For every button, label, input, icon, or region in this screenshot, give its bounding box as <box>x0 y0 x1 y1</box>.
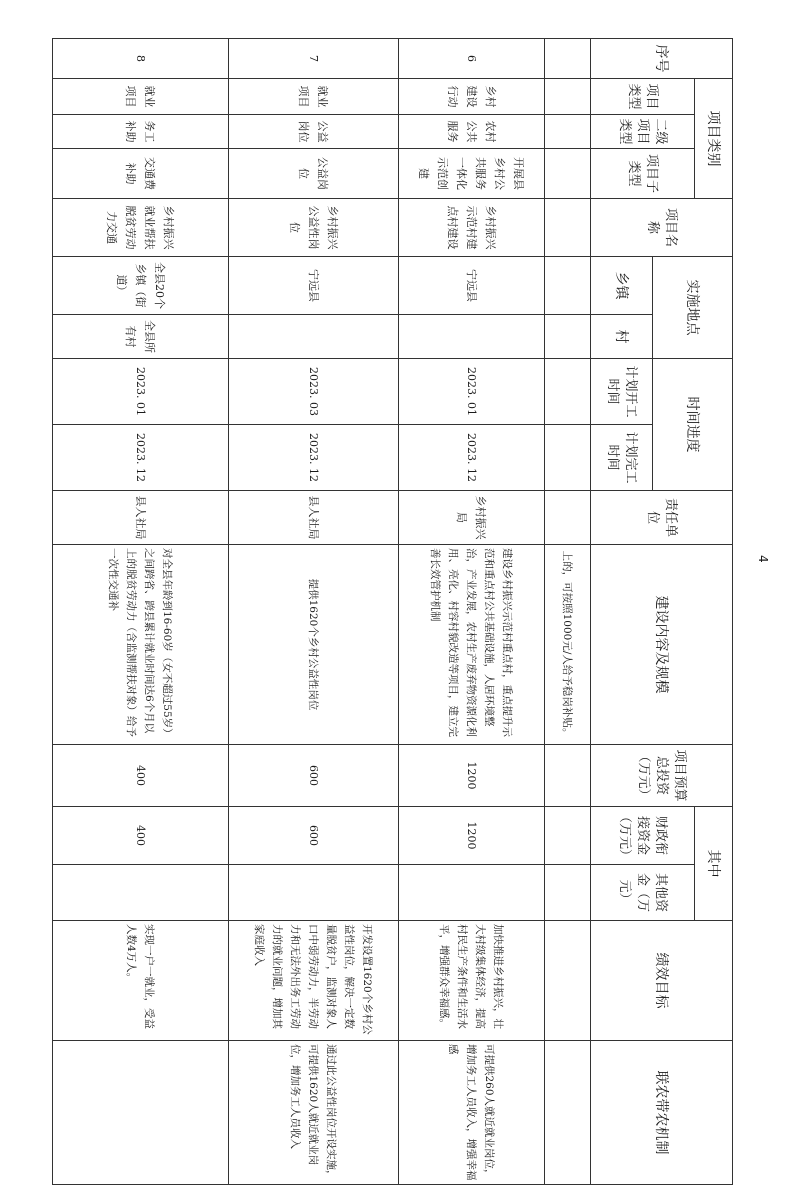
cell-budget <box>545 745 591 807</box>
cell-sub-type2: 农村公共服务 <box>399 115 545 149</box>
cell-other <box>545 865 591 921</box>
header-goal: 绩效目标 <box>591 921 733 1041</box>
cell-sub-type <box>545 149 591 199</box>
header-finish-time: 计划完工时间 <box>591 425 653 491</box>
cell-goal: 开发设置1620个乡村公益性岗位，解决一定数量脱贫户，监测对象人口中弱劳动力，半劳动力和无法外出务工劳动力的就业问题，增加其家庭收入 <box>229 921 399 1041</box>
cell-budget: 1200 <box>399 745 545 807</box>
header-sub-type: 项目子类型 <box>591 149 695 199</box>
cell-unit: 县人社局 <box>53 491 229 545</box>
header-sub-type2: 二级项目类型 <box>591 115 695 149</box>
cell-start: 2023. 03 <box>229 359 399 425</box>
table-row <box>229 39 399 1185</box>
cell-township: 宁远县 <box>229 257 399 315</box>
table-row <box>545 39 591 1185</box>
cell-start <box>545 359 591 425</box>
cell-budget: 400 <box>53 745 229 807</box>
cell-seq <box>545 39 591 79</box>
cell-sub-type2 <box>545 115 591 149</box>
header-location: 实施地点 <box>653 257 733 359</box>
project-table <box>52 38 733 1185</box>
header-village: 村 <box>591 315 653 359</box>
header-responsible-unit: 责任单位 <box>591 491 733 545</box>
cell-finish: 2023. 12 <box>229 425 399 491</box>
cell-mechanism <box>53 1041 229 1185</box>
cell-village <box>399 315 545 359</box>
rotated-table-wrapper <box>53 38 733 1181</box>
cell-other <box>399 865 545 921</box>
cell-start: 2023. 01 <box>399 359 545 425</box>
cell-township <box>545 257 591 315</box>
cell-village <box>229 315 399 359</box>
cell-unit: 乡村振兴局 <box>399 491 545 545</box>
cell-content: 上的，可按照1000元/人给予稳岗补贴。 <box>545 545 591 745</box>
cell-project-name: 乡村振兴就业帮扶脱贫劳动力交通 <box>53 199 229 257</box>
cell-village <box>545 315 591 359</box>
cell-fiscal <box>545 807 591 865</box>
cell-township: 宁远县 <box>399 257 545 315</box>
cell-sub-type: 公益岗位 <box>229 149 399 199</box>
cell-content: 对全县年龄到16-60岁（女不超过55岁）之间跨省、跨县累计就业时间达6个月以上的脱贫劳动力（含监测帮扶对象）给予一次性交通补 <box>53 545 229 745</box>
cell-finish: 2023. 12 <box>399 425 545 491</box>
header-funds-group: 其中 <box>695 807 733 921</box>
cell-fiscal: 400 <box>53 807 229 865</box>
cell-project-type: 就业项目 <box>229 79 399 115</box>
header-fiscal-funds: 财政衔接资金（万元） <box>591 807 695 865</box>
cell-content: 建设乡村振兴示范村重点村，重点提升示范和重点村公共基础设施，人居环境整治，产业发展，农村生产废弃物资源化利用、亮化、村容村貌改造等项目，建立完善长效管护机制 <box>399 545 545 745</box>
cell-sub-type2: 务工补助 <box>53 115 229 149</box>
cell-finish <box>545 425 591 491</box>
cell-sub-type: 开展县乡村公共服务一体化示范创建 <box>399 149 545 199</box>
cell-mechanism <box>545 1041 591 1185</box>
cell-other <box>53 865 229 921</box>
cell-unit <box>545 491 591 545</box>
header-content: 建设内容及规模 <box>591 545 733 745</box>
header-budget: 项目预算总投资（万元） <box>591 745 733 807</box>
cell-fiscal: 1200 <box>399 807 545 865</box>
table-row <box>53 39 229 1185</box>
header-township: 乡镇 <box>591 257 653 315</box>
cell-goal: 实现一户一就业，受益人数4万人。 <box>53 921 229 1041</box>
cell-goal <box>545 921 591 1041</box>
cell-other <box>229 865 399 921</box>
cell-mechanism: 可提供260人就近就业岗位，增加务工人员收入，增强幸福感 <box>399 1041 545 1185</box>
cell-budget: 600 <box>229 745 399 807</box>
header-project-name: 项目名称 <box>591 199 733 257</box>
table-row <box>399 39 545 1185</box>
cell-mechanism: 通过此公益性岗位开设实施，可提供1620人就近就业岗位，增加务工人员收入 <box>229 1041 399 1185</box>
cell-content: 提供1620个乡村公益性岗位 <box>229 545 399 745</box>
header-start-time: 计划开工时间 <box>591 359 653 425</box>
header-schedule: 时间进度 <box>653 359 733 491</box>
header-project-type: 项目类型 <box>591 79 695 115</box>
cell-sub-type: 交通费补助 <box>53 149 229 199</box>
cell-project-type <box>545 79 591 115</box>
cell-project-name: 乡村振兴公益性岗位 <box>229 199 399 257</box>
cell-start: 2023. 01 <box>53 359 229 425</box>
header-mechanism: 联农带农机制 <box>591 1041 733 1185</box>
cell-finish: 2023. 12 <box>53 425 229 491</box>
header-seq: 序号 <box>591 39 733 79</box>
cell-project-type: 就业项目 <box>53 79 229 115</box>
cell-sub-type2: 公益岗位 <box>229 115 399 149</box>
header-other-funds: 其他资金（万元） <box>591 865 695 921</box>
cell-seq: 7 <box>229 39 399 79</box>
header-project-category: 项目类别 <box>695 79 733 199</box>
cell-unit: 县人社局 <box>229 491 399 545</box>
page-number: 4 <box>756 555 770 563</box>
cell-project-name: 乡村振兴示范村建点村建设 <box>399 199 545 257</box>
cell-seq: 6 <box>399 39 545 79</box>
cell-fiscal: 600 <box>229 807 399 865</box>
cell-goal: 加快推进乡村振兴，壮大村级集体经济，提高村民生产条件和生活水平，增强群众幸福感。 <box>399 921 545 1041</box>
cell-project-name <box>545 199 591 257</box>
cell-township: 全县20个乡镇（街道） <box>53 257 229 315</box>
cell-village: 全县所有村 <box>53 315 229 359</box>
cell-project-type: 乡村建设行动 <box>399 79 545 115</box>
cell-seq: 8 <box>53 39 229 79</box>
